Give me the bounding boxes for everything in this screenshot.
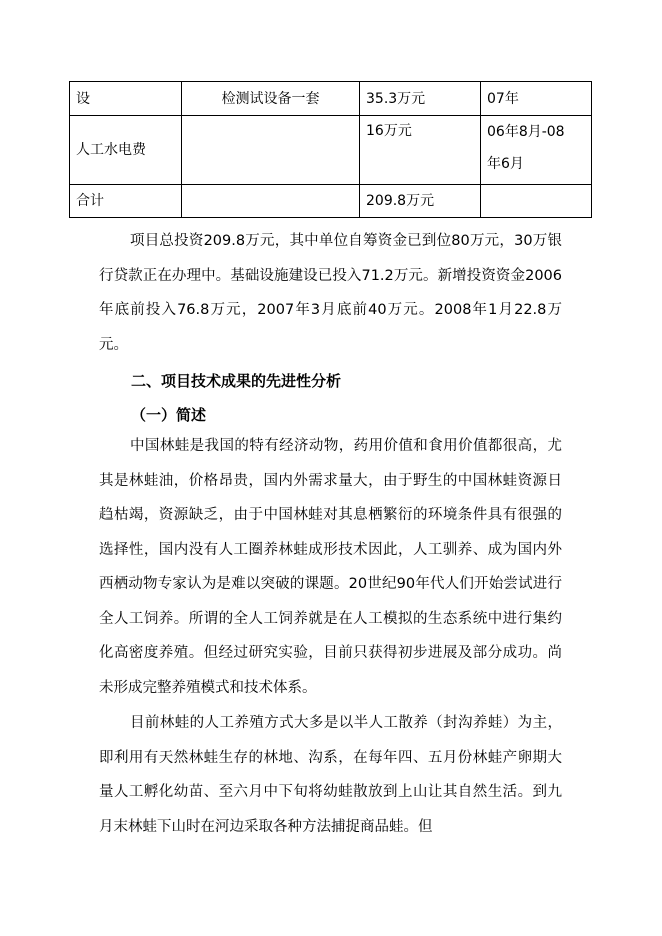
- table-cell: [182, 116, 360, 185]
- table-cell-line: 06年8月-08: [487, 124, 565, 140]
- investment-section: [99, 224, 562, 362]
- intro-section: [99, 429, 562, 705]
- table-cell: 人工水电费: [70, 116, 182, 185]
- section-title: 二、项目技术成果的先进性分析: [131, 372, 342, 390]
- table-cell-line: 年6月: [487, 156, 524, 172]
- table-cell: [481, 116, 592, 185]
- budget-table: [69, 81, 592, 218]
- table-cell: 设: [70, 82, 182, 116]
- table-row: [70, 185, 592, 218]
- table-cell: 35.3万元: [360, 82, 481, 116]
- intro-paragraph: 中国林蛙是我国的特有经济动物，药用价值和食用价值都很高，尤其是林蛙油，价格昂贵，国内外需求量大，由于野生的中国林蛙资源日趋枯竭，资源缺乏，由于中国林蛙对其息栖繁衍的环境条件具有很强的选择性，国内没有人工圈养林蛙成形技术因此，人工驯养、成为国内外西栖动物专家认为是难以突破的课题。20世纪90年代人们开始尝试进行全人工饲养。所谓的全人工饲养就是在人工模拟的生态系统中进行集约化高密度养殖。但经过研究实验，目前只获得初步进展及部分成功。尚未形成完整养殖模式和技术体系。: [99, 438, 562, 696]
- table-cell: 16万元: [360, 116, 481, 185]
- table-cell: 检测试设备一套: [182, 82, 360, 116]
- table-cell: [182, 185, 360, 218]
- table-row: [70, 116, 592, 185]
- table-row: [70, 82, 592, 116]
- current-section: [99, 706, 562, 844]
- table-cell: [481, 185, 592, 218]
- investment-paragraph: 项目总投资209.8万元，其中单位自筹资金已到位80万元，30万银行贷款正在办理中。基础设施建设已投入71.2万元。新增投资资金2006年底前投入76.8万元，2007年3月底前40万元。2008年1月22.8万元。: [99, 233, 562, 353]
- current-paragraph: 目前林蛙的人工养殖方式大多是以半人工散养（封沟养蛙）为主，即利用有天然林蛙生存的林地、沟系，在每年四、五月份林蛙产卵期大量人工孵化幼苗、至六月中下旬将幼蛙散放到上山让其自然生活。到九月末林蛙下山时在河边采取各种方法捕捉商品蛙。但: [99, 715, 562, 835]
- table-cell: 07年: [481, 82, 592, 116]
- table-cell: 209.8万元: [360, 185, 481, 218]
- table-cell: 合计: [70, 185, 182, 218]
- subsection-title: （一）简述: [131, 406, 207, 424]
